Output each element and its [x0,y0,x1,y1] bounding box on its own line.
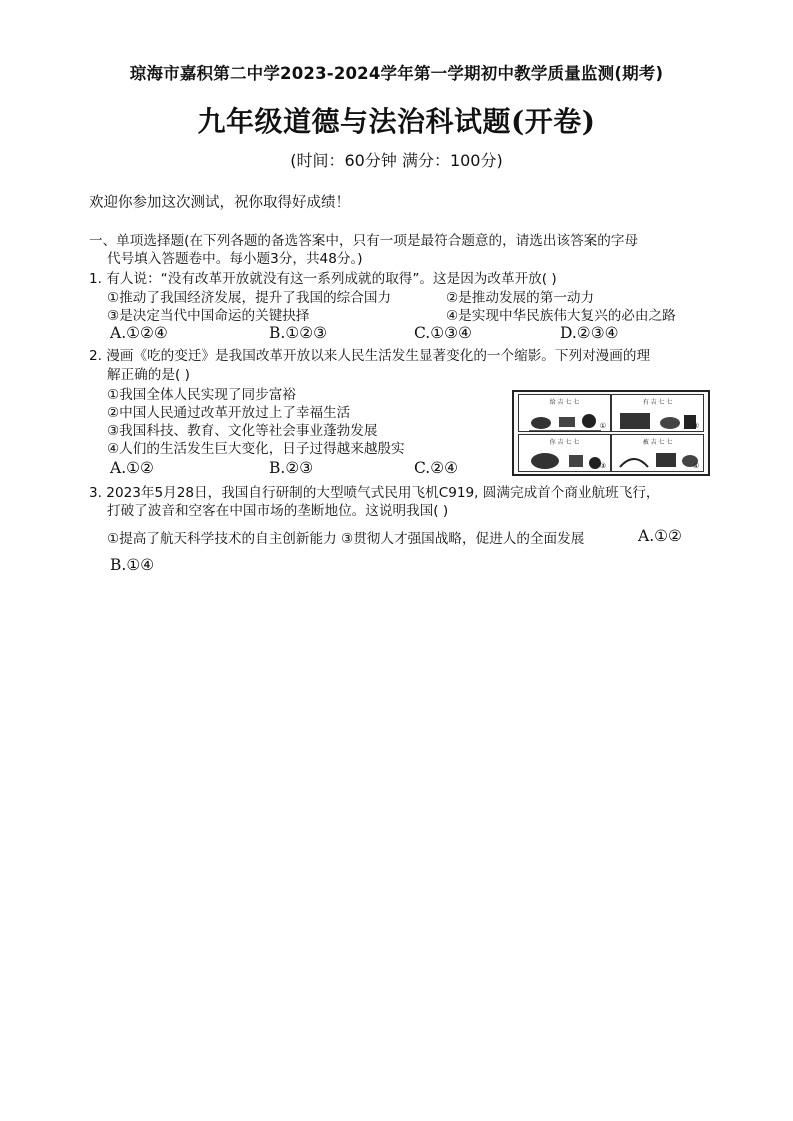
cartoon-food-changes-image [512,390,710,476]
q1-statement-1: ①推动了我国经济发展，提升了我国的综合国力 [107,290,392,306]
q1-option-c[interactable]: C.①③④ [414,324,472,342]
q2-option-a[interactable]: A.①② [110,459,154,477]
cartoon-panel-4-number: ④ [692,461,700,470]
cartoon-panel-4-caption: 被 吉 七 七 [642,438,673,446]
q2-statement-4: ④人们的生活发生巨大变化，日子过得越来越殷实 [107,441,405,457]
exam-subtitle: (时间：60分钟 满分：100分) [290,151,503,170]
q1-statement-2: ②是推动发展的第一动力 [446,290,595,306]
cartoon-panel-2-number: ② [692,422,700,431]
greeting: 欢迎你参加这次测试，祝你取得好成绩！ [89,195,350,211]
cartoon-panel-4 [611,434,704,472]
q3-stem-line2: 打破了波音和空客在中国市场的垄断地位。这说明我国( ) [107,503,449,519]
q1-option-a[interactable]: A.①②④ [110,324,168,342]
cartoon-panel-3 [518,434,611,472]
section1-heading-line2: 代号填入答题卷中。每小题3分，共48分。) [107,251,363,267]
q2-option-c[interactable]: C.②④ [414,459,459,477]
q1-statement-3: ③是决定当代中国命运的关键抉择 [107,308,310,324]
exam-title: 九年级道德与法治科试题(开卷) [197,105,596,138]
q3-stem-line1: 3. 2023年5月28日，我国自行研制的大型喷气式民用飞机C919, 圆满完成首个商业航班飞行， [89,485,660,501]
q3-option-b[interactable]: B.①④ [110,556,155,574]
cartoon-panel-3-number: ③ [599,461,606,470]
q2-option-b[interactable]: B.②③ [269,459,314,477]
cartoon-panel-2-caption: 有 吉 七 七 [642,399,673,407]
q3-option-a[interactable]: A.①② [638,527,682,545]
q2-stem-line2: 解正确的是( ) [107,367,190,383]
q2-stem-line1: 2. 漫画《吃的变迁》是我国改革开放以来人民生活发生显著变化的一个缩影。下列对漫画的理 [89,348,651,364]
cartoon-panel-1-caption: 给 吉 七 七 [549,399,580,407]
q1-statement-4: ④是实现中华民族伟大复兴的必由之路 [446,308,676,324]
q2-statement-2: ②中国人民通过改革开放过上了幸福生活 [107,405,351,421]
cartoon-panel-1 [518,394,611,432]
cartoon-panel-1-number: ① [599,422,606,431]
q1-stem: 1. 有人说：“没有改革开放就没有这一系列成就的取得”。这是因为改革开放( ) [89,271,557,287]
cartoon-panel-3-caption: 你 吉 七 七 [549,438,580,446]
q2-statement-1: ①我国全体人民实现了同步富裕 [107,387,296,403]
section1-heading-line1: 一、单项选择题(在下列各题的备选答案中，只有一项是最符合题意的，请选出该答案的字母 [89,233,639,249]
q1-option-d[interactable]: D.②③④ [560,324,619,342]
exam-header: 琼海市嘉积第二中学2023-2024学年第一学期初中教学质量监测(期考) [129,64,664,83]
cartoon-panel-2 [611,394,704,432]
q3-statements: ①提高了航天科学技术的自主创新能力 ③贯彻人才强国战略，促进人的全面发展 [107,531,585,547]
q2-statement-3: ③我国科技、教育、文化等社会事业蓬勃发展 [107,423,378,439]
q1-option-b[interactable]: B.①②③ [269,324,328,342]
